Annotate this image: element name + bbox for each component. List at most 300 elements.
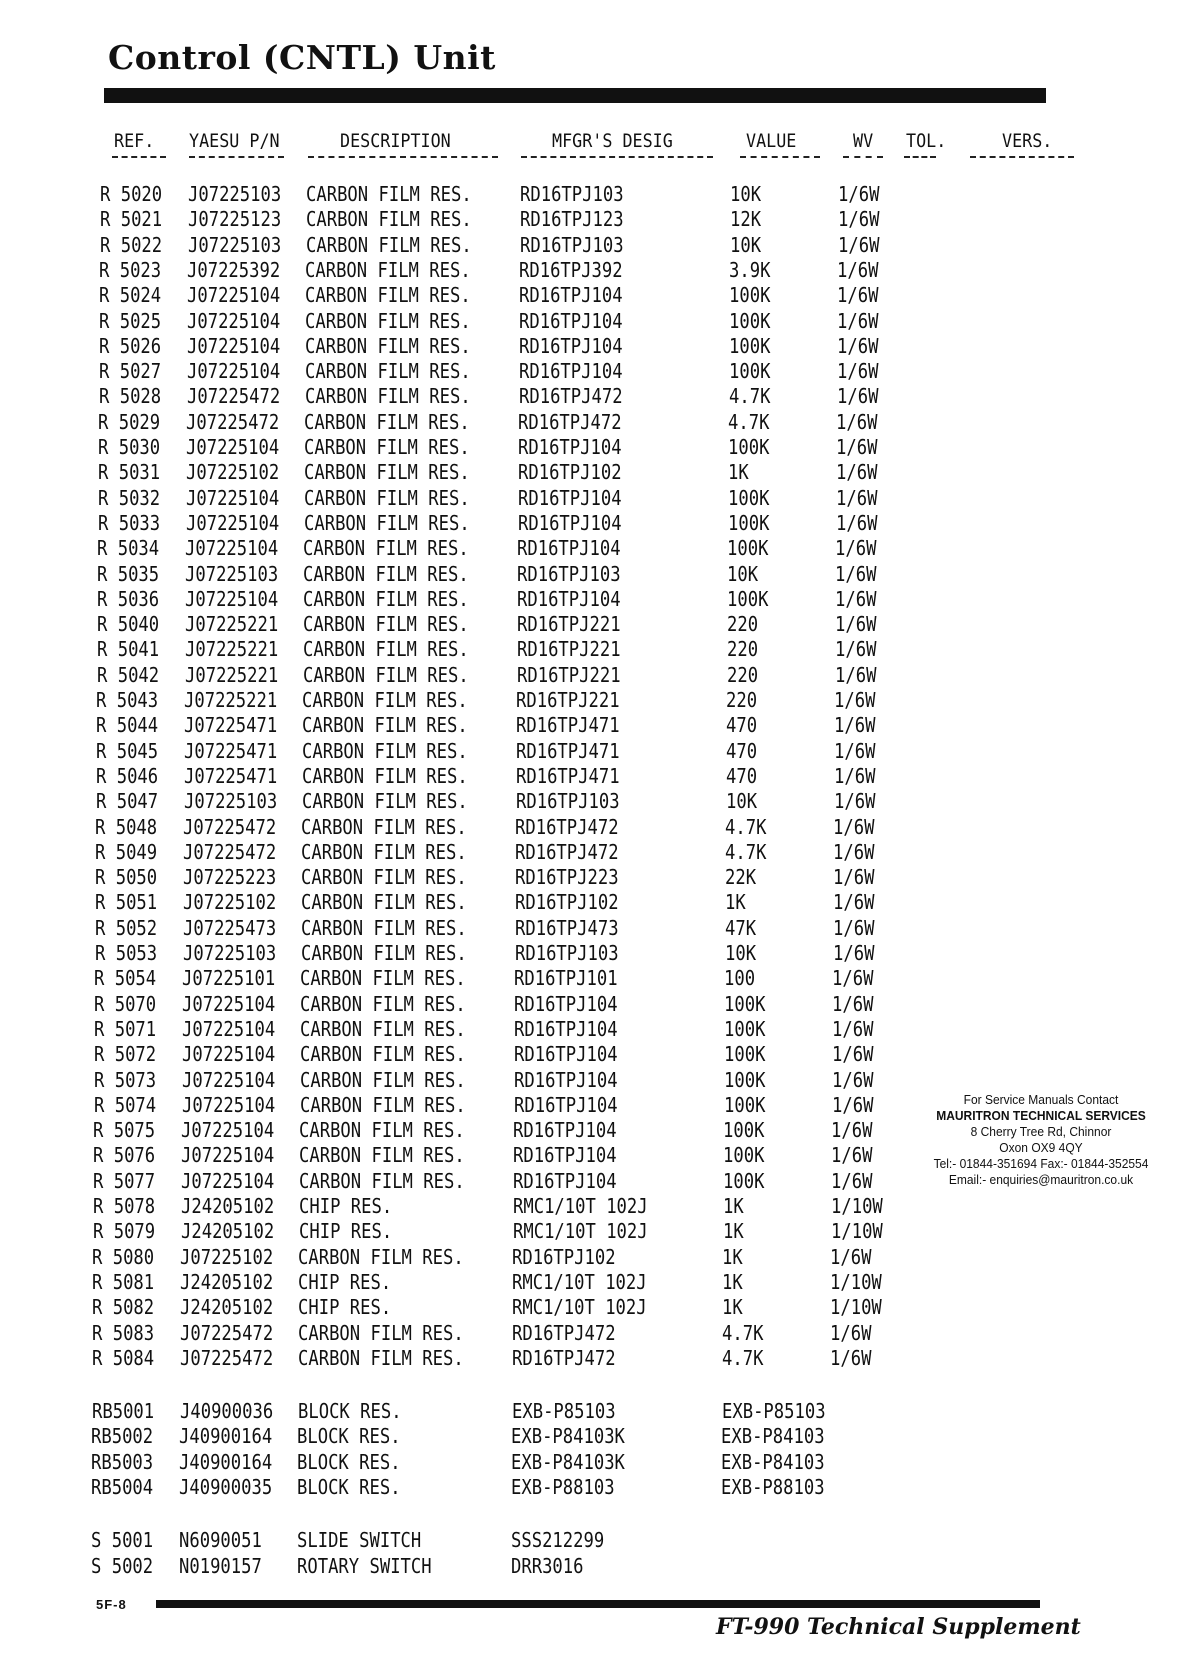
cell-value: 4.7K bbox=[725, 814, 767, 839]
cell-mfgr: RD16TPJ104 bbox=[513, 1168, 617, 1193]
table-row bbox=[0, 1399, 1182, 1424]
cell-pn: J07225103 bbox=[184, 789, 278, 814]
cell-mfgr: RMC1/10T 102J bbox=[512, 1269, 647, 1294]
cell-desc: CARBON FILM RES. bbox=[303, 662, 469, 687]
cell-ref: R 5051 bbox=[95, 890, 158, 915]
cell-value: 100K bbox=[723, 1143, 765, 1168]
cell-wv: 1/6W bbox=[837, 283, 879, 308]
cell-ref: R 5071 bbox=[94, 1016, 157, 1041]
cell-desc: CARBON FILM RES. bbox=[298, 1320, 464, 1345]
header-pn: YAESU P/N bbox=[189, 130, 280, 152]
cell-value: 1K bbox=[722, 1269, 743, 1294]
cell-mfgr: RD16TPJ104 bbox=[518, 435, 622, 459]
cell-wv: 1/6W bbox=[832, 991, 874, 1016]
table-row bbox=[0, 1295, 1182, 1320]
cell-value: 1K bbox=[722, 1295, 743, 1320]
cell-value: 100K bbox=[724, 1042, 766, 1067]
cell-value: EXB-P85103 bbox=[722, 1399, 826, 1424]
cell-wv: 1/6W bbox=[832, 966, 874, 991]
cell-value: 4.7K bbox=[725, 839, 767, 864]
cell-pn: J07225221 bbox=[184, 688, 278, 712]
cell-wv: 1/10W bbox=[830, 1295, 882, 1320]
cell-mfgr: RD16TPJ104 bbox=[518, 510, 622, 535]
cell-pn: J07225104 bbox=[186, 435, 280, 459]
table-row bbox=[0, 309, 1189, 334]
cell-mfgr: RD16TPJ104 bbox=[518, 485, 622, 510]
cell-pn: N0190157 bbox=[179, 1553, 262, 1578]
cell-desc: CARBON FILM RES. bbox=[303, 612, 469, 637]
cell-pn: J07225104 bbox=[182, 1016, 276, 1041]
cell-mfgr: RD16TPJ472 bbox=[515, 814, 619, 839]
header-wv: WV bbox=[853, 130, 874, 152]
cell-value: EXB-P84103 bbox=[721, 1449, 825, 1474]
cell-wv: 1/6W bbox=[833, 839, 875, 864]
cell-wv: 1/6W bbox=[835, 561, 877, 586]
cell-desc: CHIP RES. bbox=[299, 1219, 393, 1244]
contact-email: Email:- enquiries@mauritron.co.uk bbox=[948, 1173, 1134, 1187]
cell-pn: N6090051 bbox=[179, 1528, 262, 1553]
cell-value: 10K bbox=[726, 789, 758, 814]
cell-desc: BLOCK RES. bbox=[298, 1399, 402, 1424]
cell-mfgr: RD16TPJ101 bbox=[514, 966, 618, 991]
cell-mfgr: RD16TPJ104 bbox=[517, 586, 621, 611]
cell-wv: 1/6W bbox=[837, 333, 879, 358]
cell-pn: J07225104 bbox=[186, 485, 280, 510]
cell-ref: R 5031 bbox=[98, 460, 161, 485]
cell-ref: R 5084 bbox=[92, 1345, 155, 1370]
table-row bbox=[0, 789, 1186, 814]
cell-value: 220 bbox=[727, 637, 759, 662]
cell-pn: J07225104 bbox=[186, 510, 280, 535]
table-row bbox=[0, 1270, 1182, 1295]
cell-ref: RB5001 bbox=[92, 1399, 155, 1424]
cell-value: 4.7K bbox=[722, 1320, 764, 1345]
cell-pn: J07225221 bbox=[185, 612, 279, 637]
table-row bbox=[0, 511, 1188, 536]
page-number: 5F-8 bbox=[96, 1597, 127, 1612]
cell-desc: CARBON FILM RES. bbox=[304, 435, 470, 459]
cell-ref: R 5043 bbox=[96, 688, 159, 712]
cell-value: 470 bbox=[726, 738, 758, 763]
table-row bbox=[0, 916, 1185, 941]
cell-pn: J07225104 bbox=[181, 1118, 275, 1143]
cell-desc: CARBON FILM RES. bbox=[300, 1092, 466, 1117]
cell-value: 100K bbox=[728, 485, 770, 510]
cell-ref: R 5082 bbox=[92, 1295, 155, 1320]
cell-mfgr: RD16TPJ104 bbox=[513, 1143, 617, 1168]
cell-ref: R 5048 bbox=[95, 814, 158, 839]
cell-mfgr: RD16TPJ103 bbox=[520, 182, 624, 206]
table-row bbox=[0, 1321, 1182, 1346]
table-row bbox=[0, 1554, 1181, 1579]
cell-wv: 1/6W bbox=[837, 359, 879, 384]
cell-pn: J07225104 bbox=[187, 283, 281, 308]
cell-ref: RB5004 bbox=[91, 1475, 154, 1499]
cell-mfgr: RD16TPJ221 bbox=[517, 637, 621, 662]
cell-value: 4.7K bbox=[728, 409, 770, 434]
cell-desc: CARBON FILM RES. bbox=[302, 763, 468, 788]
cell-value: 100K bbox=[728, 435, 770, 459]
contact-phone: Tel:- 01844-351694 Fax:- 01844-352554 bbox=[933, 1157, 1149, 1171]
cell-pn: J07225472 bbox=[183, 814, 277, 839]
cell-mfgr: RD16TPJ104 bbox=[513, 1118, 617, 1143]
cell-mfgr: RD16TPJ102 bbox=[512, 1244, 616, 1269]
table-row bbox=[0, 663, 1187, 688]
cell-pn: J24205102 bbox=[181, 1219, 275, 1244]
cell-desc: BLOCK RES. bbox=[297, 1449, 401, 1474]
cell-desc: CARBON FILM RES. bbox=[300, 966, 466, 991]
cell-pn: J07225123 bbox=[188, 207, 282, 232]
cell-ref: R 5078 bbox=[93, 1194, 156, 1218]
table-row bbox=[0, 587, 1187, 612]
title-rule bbox=[104, 88, 1046, 103]
cell-wv: 1/6W bbox=[832, 1016, 874, 1041]
cell-ref: R 5020 bbox=[100, 182, 163, 206]
cell-mfgr: RD16TPJ472 bbox=[518, 409, 622, 434]
cell-desc: CARBON FILM RES. bbox=[301, 890, 467, 915]
cell-desc: CHIP RES. bbox=[299, 1194, 393, 1218]
cell-pn: J07225102 bbox=[186, 460, 280, 485]
cell-wv: 1/6W bbox=[834, 688, 876, 712]
cell-desc: CARBON FILM RES. bbox=[305, 384, 471, 409]
cell-mfgr: RD16TPJ103 bbox=[520, 232, 624, 257]
cell-desc: BLOCK RES. bbox=[297, 1475, 401, 1499]
cell-ref: R 5073 bbox=[94, 1067, 157, 1092]
cell-value: 10K bbox=[725, 941, 757, 965]
cell-mfgr: RD16TPJ104 bbox=[514, 1016, 618, 1041]
cell-pn: J07225102 bbox=[183, 890, 277, 915]
cell-pn: J07225104 bbox=[187, 308, 281, 333]
cell-value: 100K bbox=[724, 1092, 766, 1117]
cell-wv: 1/6W bbox=[838, 182, 880, 206]
cell-value: 4.7K bbox=[722, 1345, 764, 1370]
table-row bbox=[0, 283, 1189, 308]
cell-ref: R 5033 bbox=[98, 510, 161, 535]
cell-wv: 1/6W bbox=[838, 232, 880, 257]
table-row bbox=[0, 1424, 1181, 1449]
cell-value: 1K bbox=[722, 1244, 743, 1269]
cell-desc: CARBON FILM RES. bbox=[302, 738, 468, 763]
cell-value: 100K bbox=[727, 586, 769, 611]
cell-ref: R 5074 bbox=[94, 1092, 157, 1117]
cell-value: 10K bbox=[727, 561, 759, 586]
cell-ref: R 5072 bbox=[94, 1042, 157, 1067]
cell-desc: CARBON FILM RES. bbox=[301, 814, 467, 839]
cell-pn: J07225104 bbox=[181, 1168, 275, 1193]
cell-mfgr: SSS212299 bbox=[511, 1528, 605, 1553]
cell-pn: J07225223 bbox=[183, 865, 277, 890]
cell-wv: 1/10W bbox=[831, 1219, 883, 1244]
table-row bbox=[0, 359, 1189, 384]
cell-ref: R 5080 bbox=[92, 1244, 155, 1269]
cell-mfgr: RD16TPJ221 bbox=[517, 612, 621, 637]
cell-pn: J07225103 bbox=[185, 561, 279, 586]
table-row bbox=[0, 688, 1186, 713]
cell-desc: CHIP RES. bbox=[298, 1269, 392, 1294]
cell-wv: 1/6W bbox=[833, 915, 875, 940]
cell-mfgr: RD16TPJ103 bbox=[515, 941, 619, 965]
table-row bbox=[0, 1017, 1184, 1042]
table-row bbox=[0, 207, 1190, 232]
cell-desc: CARBON FILM RES. bbox=[304, 409, 470, 434]
cell-wv: 1/6W bbox=[830, 1345, 872, 1370]
cell-ref: R 5053 bbox=[95, 941, 158, 965]
cell-mfgr: RD16TPJ104 bbox=[519, 359, 623, 384]
cell-pn: J07225103 bbox=[188, 182, 282, 206]
cell-wv: 1/6W bbox=[833, 865, 875, 890]
cell-desc: CARBON FILM RES. bbox=[303, 637, 469, 662]
cell-desc: CARBON FILM RES. bbox=[300, 991, 466, 1016]
table-row bbox=[0, 840, 1185, 865]
cell-mfgr: RD16TPJ104 bbox=[514, 1067, 618, 1092]
cell-value: 1K bbox=[728, 460, 749, 485]
cell-value: 1K bbox=[723, 1219, 744, 1244]
cell-mfgr: RMC1/10T 102J bbox=[512, 1295, 647, 1320]
cell-mfgr: RMC1/10T 102J bbox=[513, 1194, 648, 1218]
cell-value: 1K bbox=[723, 1194, 744, 1218]
footer-rule bbox=[156, 1600, 1040, 1608]
cell-value: 470 bbox=[726, 763, 758, 788]
cell-mfgr: RD16TPJ104 bbox=[519, 308, 623, 333]
cell-desc: CARBON FILM RES. bbox=[301, 915, 467, 940]
cell-pn: J07225101 bbox=[182, 966, 276, 991]
cell-pn: J07225472 bbox=[180, 1345, 274, 1370]
cell-desc: CARBON FILM RES. bbox=[303, 536, 469, 561]
cell-wv: 1/6W bbox=[834, 789, 876, 814]
header-vers: VERS. bbox=[1002, 130, 1053, 152]
cell-value: 100K bbox=[729, 283, 771, 308]
cell-pn: J40900164 bbox=[179, 1424, 273, 1449]
cell-wv: 1/6W bbox=[836, 485, 878, 510]
cell-value: 100K bbox=[727, 536, 769, 561]
cell-value: 1K bbox=[725, 890, 746, 915]
cell-value: 100K bbox=[729, 308, 771, 333]
cell-wv: 1/6W bbox=[835, 586, 877, 611]
table-row bbox=[0, 890, 1185, 915]
cell-mfgr: EXB-P85103 bbox=[512, 1399, 616, 1424]
cell-desc: CARBON FILM RES. bbox=[299, 1168, 465, 1193]
cell-value: 10K bbox=[730, 232, 762, 257]
contact-line: For Service Manuals Contact bbox=[963, 1093, 1119, 1107]
cell-wv: 1/6W bbox=[832, 1042, 874, 1067]
cell-ref: R 5024 bbox=[99, 283, 162, 308]
table-row bbox=[0, 1450, 1181, 1475]
contact-box bbox=[928, 1092, 1154, 1188]
cell-mfgr: RD16TPJ221 bbox=[517, 662, 621, 687]
cell-mfgr: RD16TPJ104 bbox=[514, 1042, 618, 1067]
cell-wv: 1/6W bbox=[833, 890, 875, 915]
cell-pn: J07225104 bbox=[185, 586, 279, 611]
cell-value: 100K bbox=[729, 333, 771, 358]
cell-pn: J07225472 bbox=[187, 384, 281, 409]
cell-value: 220 bbox=[727, 662, 759, 687]
cell-ref: R 5027 bbox=[99, 359, 162, 384]
cell-pn: J24205102 bbox=[180, 1295, 274, 1320]
cell-mfgr: RD16TPJ103 bbox=[516, 789, 620, 814]
cell-ref: R 5075 bbox=[93, 1118, 156, 1143]
cell-ref: R 5070 bbox=[94, 991, 157, 1016]
cell-value: 220 bbox=[727, 612, 759, 637]
cell-value: 100K bbox=[723, 1168, 765, 1193]
cell-desc: ROTARY SWITCH bbox=[297, 1553, 432, 1578]
cell-mfgr: RD16TPJ123 bbox=[520, 207, 624, 232]
cell-mfgr: RD16TPJ472 bbox=[512, 1320, 616, 1345]
cell-value: EXB-P84103 bbox=[721, 1424, 825, 1449]
cell-pn: J07225104 bbox=[182, 1042, 276, 1067]
cell-desc: CHIP RES. bbox=[298, 1295, 392, 1320]
table-row bbox=[0, 410, 1188, 435]
cell-pn: J07225103 bbox=[183, 941, 277, 965]
table-row bbox=[0, 460, 1188, 485]
contact-postcode: Oxon OX9 4QY bbox=[999, 1141, 1083, 1155]
cell-ref: RB5002 bbox=[91, 1424, 154, 1449]
cell-wv: 1/6W bbox=[836, 409, 878, 434]
cell-ref: R 5047 bbox=[96, 789, 159, 814]
cell-wv: 1/6W bbox=[830, 1244, 872, 1269]
cell-pn: J07225104 bbox=[187, 333, 281, 358]
cell-wv: 1/6W bbox=[837, 384, 879, 409]
cell-wv: 1/6W bbox=[836, 435, 878, 459]
cell-value: 100K bbox=[724, 991, 766, 1016]
table-row bbox=[0, 941, 1185, 966]
cell-ref: R 5076 bbox=[93, 1143, 156, 1168]
cell-wv: 1/6W bbox=[835, 662, 877, 687]
cell-wv: 1/10W bbox=[831, 1194, 883, 1218]
cell-desc: CARBON FILM RES. bbox=[300, 1067, 466, 1092]
cell-wv: 1/6W bbox=[831, 1168, 873, 1193]
contact-company: MAURITRON TECHNICAL SERVICES bbox=[936, 1109, 1146, 1123]
cell-mfgr: RD16TPJ104 bbox=[519, 283, 623, 308]
cell-desc: CARBON FILM RES. bbox=[300, 1042, 466, 1067]
table-row bbox=[0, 764, 1186, 789]
cell-wv: 1/6W bbox=[835, 637, 877, 662]
cell-pn: J07225473 bbox=[183, 915, 277, 940]
table-row bbox=[0, 486, 1188, 511]
cell-value: 100K bbox=[723, 1118, 765, 1143]
header-tol: TOL. bbox=[906, 130, 947, 152]
table-row bbox=[0, 865, 1185, 890]
table-row bbox=[0, 233, 1190, 258]
cell-wv: 1/6W bbox=[837, 257, 879, 282]
cell-value: 100K bbox=[728, 510, 770, 535]
cell-ref: R 5050 bbox=[95, 865, 158, 890]
cell-mfgr: RD16TPJ471 bbox=[516, 713, 620, 738]
cell-ref: R 5054 bbox=[94, 966, 157, 991]
cell-value: 220 bbox=[726, 688, 758, 712]
cell-value: 3.9K bbox=[729, 257, 771, 282]
cell-wv: 1/6W bbox=[834, 738, 876, 763]
cell-desc: CARBON FILM RES. bbox=[306, 232, 472, 257]
cell-desc: CARBON FILM RES. bbox=[303, 561, 469, 586]
cell-pn: J07225104 bbox=[182, 1067, 276, 1092]
table-row bbox=[0, 258, 1189, 283]
cell-desc: CARBON FILM RES. bbox=[305, 257, 471, 282]
cell-wv: 1/6W bbox=[832, 1092, 874, 1117]
table-row bbox=[0, 1346, 1182, 1371]
cell-mfgr: RD16TPJ472 bbox=[512, 1345, 616, 1370]
table-row bbox=[0, 182, 1190, 207]
cell-desc: CARBON FILM RES. bbox=[300, 1016, 466, 1041]
cell-desc: CARBON FILM RES. bbox=[302, 713, 468, 738]
cell-desc: CARBON FILM RES. bbox=[299, 1118, 465, 1143]
cell-desc: CARBON FILM RES. bbox=[301, 839, 467, 864]
cell-mfgr: RD16TPJ471 bbox=[516, 763, 620, 788]
header-ref: REF. bbox=[114, 130, 155, 152]
cell-pn: J07225104 bbox=[185, 536, 279, 561]
cell-desc: CARBON FILM RES. bbox=[306, 207, 472, 232]
cell-mfgr: RD16TPJ473 bbox=[515, 915, 619, 940]
cell-pn: J07225472 bbox=[186, 409, 280, 434]
cell-mfgr: RD16TPJ102 bbox=[515, 890, 619, 915]
table-row bbox=[0, 334, 1189, 359]
cell-wv: 1/6W bbox=[831, 1118, 873, 1143]
cell-pn: J40900035 bbox=[179, 1475, 273, 1499]
page-title: Control (CNTL) Unit bbox=[108, 38, 496, 77]
cell-mfgr: RD16TPJ223 bbox=[515, 865, 619, 890]
cell-ref: R 5023 bbox=[99, 257, 162, 282]
header-desc: DESCRIPTION bbox=[340, 130, 451, 152]
cell-desc: CARBON FILM RES. bbox=[302, 688, 468, 712]
header-mfgr: MFGR'S DESIG bbox=[552, 130, 673, 152]
cell-ref: R 5036 bbox=[97, 586, 160, 611]
cell-wv: 1/6W bbox=[836, 460, 878, 485]
cell-pn: J07225103 bbox=[188, 232, 282, 257]
table-row bbox=[0, 1219, 1183, 1244]
cell-pn: J24205102 bbox=[180, 1269, 274, 1294]
cell-pn: J07225471 bbox=[184, 763, 278, 788]
cell-wv: 1/6W bbox=[834, 763, 876, 788]
cell-wv: 1/6W bbox=[832, 1067, 874, 1092]
cell-mfgr: RD16TPJ104 bbox=[514, 991, 618, 1016]
cell-ref: R 5030 bbox=[98, 435, 161, 459]
table-row bbox=[0, 562, 1187, 587]
table-row bbox=[0, 1042, 1184, 1067]
cell-pn: J07225221 bbox=[185, 662, 279, 687]
cell-pn: J07225104 bbox=[181, 1143, 275, 1168]
cell-pn: J40900164 bbox=[179, 1449, 273, 1474]
cell-mfgr: RD16TPJ104 bbox=[517, 536, 621, 561]
cell-ref: R 5083 bbox=[92, 1320, 155, 1345]
cell-wv: 1/6W bbox=[833, 941, 875, 965]
cell-pn: J40900036 bbox=[180, 1399, 274, 1424]
cell-wv: 1/10W bbox=[830, 1269, 882, 1294]
cell-pn: J07225472 bbox=[180, 1320, 274, 1345]
cell-desc: BLOCK RES. bbox=[297, 1424, 401, 1449]
cell-pn: J07225472 bbox=[183, 839, 277, 864]
cell-ref: R 5046 bbox=[96, 763, 159, 788]
cell-mfgr: RD16TPJ392 bbox=[519, 257, 623, 282]
cell-desc: CARBON FILM RES. bbox=[303, 586, 469, 611]
cell-ref: R 5022 bbox=[100, 232, 163, 257]
cell-ref: S 5002 bbox=[91, 1553, 154, 1578]
cell-mfgr: RD16TPJ103 bbox=[517, 561, 621, 586]
cell-mfgr: RD16TPJ471 bbox=[516, 738, 620, 763]
cell-value: 100K bbox=[729, 359, 771, 384]
cell-ref: R 5045 bbox=[96, 738, 159, 763]
cell-ref: S 5001 bbox=[91, 1528, 154, 1553]
cell-mfgr: RMC1/10T 102J bbox=[513, 1219, 648, 1244]
cell-desc: CARBON FILM RES. bbox=[301, 865, 467, 890]
cell-desc: CARBON FILM RES. bbox=[298, 1244, 464, 1269]
cell-ref: R 5041 bbox=[97, 637, 160, 662]
cell-mfgr: EXB-P84103K bbox=[511, 1424, 625, 1449]
cell-desc: CARBON FILM RES. bbox=[301, 941, 467, 965]
cell-desc: CARBON FILM RES. bbox=[299, 1143, 465, 1168]
table-row bbox=[0, 992, 1184, 1017]
cell-mfgr: EXB-P84103K bbox=[511, 1449, 625, 1474]
table-row bbox=[0, 1194, 1183, 1219]
cell-ref: R 5026 bbox=[99, 333, 162, 358]
